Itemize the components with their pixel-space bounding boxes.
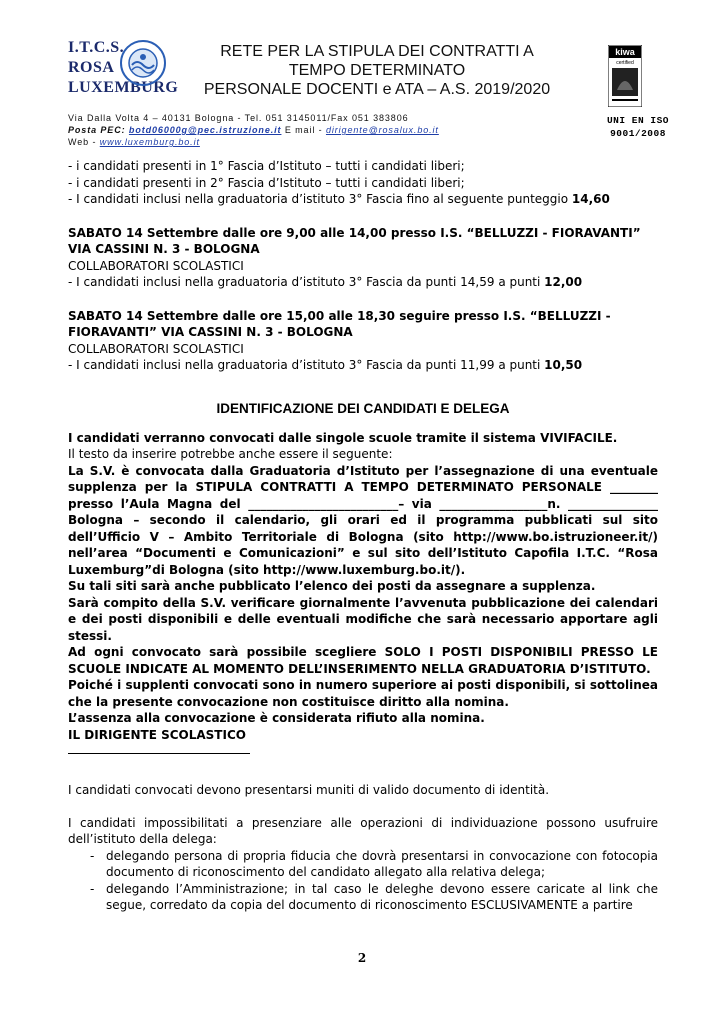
fascia-3-score: 14,60 (571, 192, 610, 206)
schedule-role-afternoon: COLLABORATORI SCOLASTICI (68, 341, 244, 356)
schedule-heading-afternoon: SABATO 14 Settembre dalle ore 15,00 alle 18,30 seguire presso I.S. “BELLUZZI - FIORAVANTI” VIA CASSINI N. 3 - BOLOGNA (68, 308, 611, 339)
kiwa-sub: certified (616, 60, 634, 66)
header-title-line-2: TEMPO DETERMINATO (288, 62, 466, 79)
template-paragraph: La S.V. è convocata dalla Graduatoria d’Istituto per l’assegnazione di una eventuale supplenza per la STIPULA CONTRATTI A TEMPO DETERMINATO PERSONALE ________ presso l’Aula Magna del _________________________– via __________________n. _______________ Bologna – secondo il calendario, gli orari ed il programma pubblicati sul sito dell’Ufficio V – Ambito Territoriale di Bologna (sito http://www.bo.istruzioneer.it/) nell’area “Documenti e Comunicazioni” e sul sito dell’Istituto Capofila I.T.C. “Rosa Luxemburg”di Bologna (sito http://www.luxemburg.bo.it/). (68, 463, 658, 577)
web-link[interactable]: www.luxemburg.bo.it (99, 137, 200, 147)
logo-itcs: I.T.C.S. (68, 39, 125, 56)
delega-item-text: delegando l’Amministrazione; in tal caso le deleghe devono essere caricate al link che segue, corredato da copia del documento di riconoscimento ESCLUSIVAMENTE a partire (106, 881, 658, 912)
delega-item-text: delegando persona di propria fiducia che dovrà presentarsi in convocazione con fotocopia documento di riconoscimento del candidato allegato alla relativa delega; (106, 848, 658, 879)
header-title-line-1: RETE PER LA STIPULA DEI CONTRATTI A (220, 43, 534, 60)
email-label: E mail - (281, 125, 326, 135)
delega-intro: I candidati impossibilitati a presenziare alle operazioni di individuazione possono usufruire dell’istituto della delega: (68, 815, 658, 846)
logo-rosa: ROSA (68, 59, 115, 76)
list-item-fascia-3 (68, 191, 658, 208)
fascia-3-text: - I candidati inclusi nella graduatoria d’istituto 3° Fascia fino al seguente punteggio (68, 192, 572, 206)
schedule-heading-morning: SABATO 14 Settembre dalle ore 9,00 alle 14,00 presso I.S. “BELLUZZI - FIORAVANTI” VIA CASSINI N. 3 - BOLOGNA (68, 225, 641, 256)
delega-item (68, 848, 658, 881)
page-number: 2 (357, 951, 367, 965)
pec-label: Posta PEC: (68, 125, 129, 135)
delega-item (68, 881, 658, 914)
schedule-role-morning: COLLABORATORI SCOLASTICI (68, 258, 244, 273)
text-intro: Il testo da inserire potrebbe anche essere il seguente: (68, 447, 393, 461)
bullet-dash: - (90, 881, 95, 896)
iso-line-2: 9001/2008 (610, 128, 666, 139)
schedule-item-afternoon (68, 357, 658, 374)
iso-line-1: UNI EN ISO (606, 115, 669, 126)
template-numbers-note: Poiché i supplenti convocati sono in numero superiore ai posti disponibili, si sottolinea che la presente convocazione non costituisce diritto alla nomina. (68, 678, 658, 709)
schedule-item-afternoon-score: 10,50 (544, 358, 583, 372)
list-item-fascia-1: - i candidati presenti in 1° Fascia d’Istituto – tutti i candidati liberi; (68, 159, 465, 173)
logo-luxemburg: LUXEMBURG (68, 79, 179, 96)
header-title (182, 42, 572, 99)
logo-emblem-icon (118, 38, 168, 88)
schedule-item-morning-text: - I candidati inclusi nella graduatoria d’istituto 3° Fascia da punti 14,59 a punti (68, 275, 545, 289)
list-item-fascia-2: - i candidati presenti in 2° Fascia d’Istituto – tutti i candidati liberi; (68, 175, 465, 190)
signature-line (68, 743, 250, 754)
template-signature: IL DIRIGENTE SCOLASTICO (68, 727, 246, 742)
contact-address: Via Dalla Volta 4 – 40131 Bologna - Tel. 051 3145011/Fax 051 383806 (68, 113, 409, 123)
pec-link[interactable]: botd06000g@pec.istruzione.it (128, 125, 282, 135)
school-logo (68, 38, 179, 104)
document-body (68, 158, 658, 914)
schedule-item-morning-score: 12,00 (544, 275, 583, 289)
email-link[interactable]: dirigente@rosalux.bo.it (325, 125, 439, 135)
contact-info (68, 112, 588, 148)
contact-web (68, 136, 588, 148)
bullet-dash: - (90, 848, 95, 863)
web-label: Web - (68, 137, 100, 147)
header-title-line-3: PERSONALE DOCENTI e ATA – A.S. 2019/2020 (203, 81, 551, 98)
section-heading: IDENTIFICAZIONE DEI CANDIDATI E DELEGA (216, 400, 510, 416)
template-verify-note: Sarà compito della S.V. verificare giornalmente l’avvenuta pubblicazione dei calendari e dei posti disponibili e delle eventuali modifiche che sarà necessario apportare agli stessi. (68, 595, 658, 643)
contact-pec-email (68, 124, 588, 136)
iso-certification (588, 114, 688, 140)
template-absence-note: L’assenza alla convocazione è considerata rifiuto alla nomina. (68, 711, 485, 725)
schedule-item-afternoon-text: - I candidati inclusi nella graduatoria d’istituto 3° Fascia da punti 11,99 a punti (68, 358, 545, 372)
identity-document-note: I candidati convocati devono presentarsi muniti di valido documento di identità. (68, 783, 550, 797)
schedule-item-morning (68, 274, 658, 291)
template-sites-note: Su tali siti sarà anche pubblicato l’elenco dei posti da assegnare a supplenza. (68, 579, 596, 593)
kiwa-label: kiwa (615, 47, 635, 57)
kiwa-certification-icon (608, 45, 642, 107)
template-choice-note: Ad ogni convocato sarà possibile scegliere SOLO I POSTI DISPONIBILI PRESSO LE SCUOLE INDICATE AL MOMENTO DELL’INSERIMENTO NELLA GRADUATORIA D’ISTITUTO. (68, 645, 658, 676)
convocation-intro: I candidati verranno convocati dalle singole scuole tramite il sistema VIVIFACILE. (68, 430, 618, 445)
